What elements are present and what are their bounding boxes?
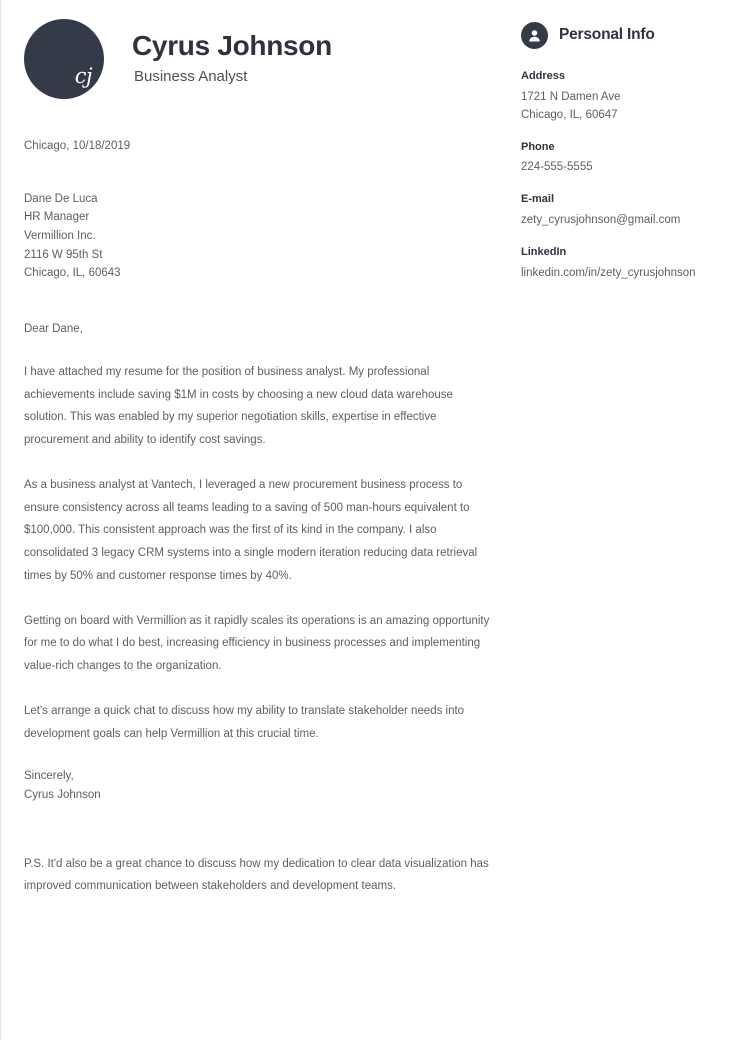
letter-main-column [24,18,494,898]
body-paragraph: Getting on board with Vermillion as it rapidly scales its operations is an amazing opportunity for me to do what I do best, increasing efficiency in business processes and implementing value-rich changes to the organization. [24,614,490,673]
person-icon [521,22,548,49]
postscript: P.S. It'd also be a great chance to discuss how my dedication to clear data visualization has improved communication between stakeholders and development teams. [24,857,489,893]
letter-body [24,361,494,746]
personal-info-sidebar [521,18,721,297]
recipient-line: HR Manager [24,211,90,224]
job-title: Business Analyst [134,67,248,85]
sidebar-title: Personal Info [559,26,655,43]
info-group-linkedin [521,244,721,282]
salutation: Dear Dane, [24,322,83,335]
info-value: Chicago, IL, 60647 [521,108,618,121]
sidebar-heading [521,18,721,52]
info-value: 1721 N Damen Ave [521,90,621,103]
info-label: Address [521,70,566,82]
body-paragraph: I have attached my resume for the position of business analyst. My professional achievements include saving $1M in costs by choosing a new cloud data warehouse solution. This was enabled by my superior negotiation skills, expertise in effective procurement and ability to identify cost savings. [24,365,453,447]
signoff-block [24,767,494,804]
recipient-line: Chicago, IL, 60643 [24,267,121,280]
email-value[interactable]: zety_cyrusjohnson@gmail.com [521,213,681,226]
body-paragraph: As a business analyst at Vantech, I leveraged a new procurement business process to ensure consistency across all teams leading to a saving of 500 man-hours equivalent to $100,000. This consistent approach was the first of its kind in the company. I also consolidated 3 legacy CRM systems into a single modern iteration reducing data retrieval times by 50% and customer response times by 40%. [24,478,478,582]
info-group-email [521,191,721,229]
signature-name: Cyrus Johnson [24,789,101,802]
page-title: Cyrus Johnson [132,30,332,62]
body-paragraph: Let's arrange a quick chat to discuss how my ability to translate stakeholder needs into development goals can help Vermillion at this crucial time. [24,704,465,740]
linkedin-value[interactable]: linkedin.com/in/zety_cyrusjohnson [521,266,696,279]
monogram-avatar [24,19,104,99]
name-block [132,30,332,87]
info-label: E-mail [521,193,555,206]
date-line: Chicago, 10/18/2019 [24,140,131,152]
recipient-line: Vermillion Inc. [24,230,96,243]
info-group-address [521,68,721,124]
recipient-line: Dane De Luca [24,192,98,205]
closing-line: Sincerely, [24,770,74,783]
recipient-address-block [24,190,494,283]
monogram-initials: cj [74,64,92,88]
letter-header [24,18,494,100]
info-label: LinkedIn [521,246,567,259]
recipient-line: 2116 W 95th St [24,248,103,261]
info-label: Phone [521,140,555,153]
info-value: 224-555-5555 [521,161,593,174]
info-group-phone [521,139,721,177]
